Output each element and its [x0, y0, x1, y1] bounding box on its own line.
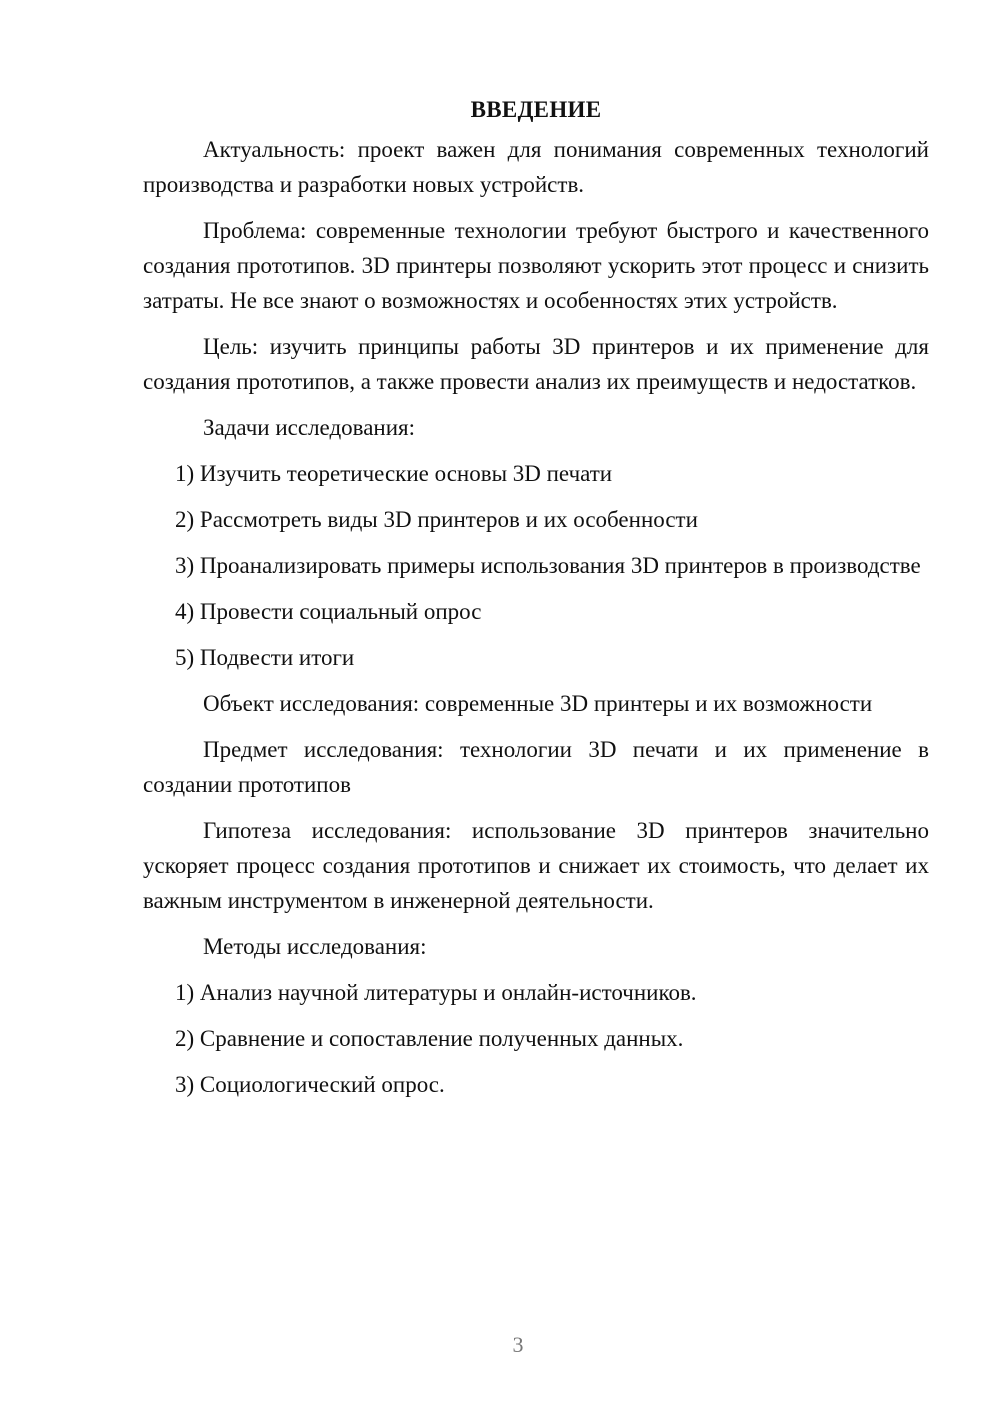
method-item-1: 1) Анализ научной литературы и онлайн-источников. [175, 980, 697, 1005]
page-number: 3 [512, 1332, 524, 1357]
paragraph-object: Объект исследования: современные 3D принтеры и их возможности [203, 691, 873, 716]
paragraph-hypothesis: Гипотеза исследования: использование 3D принтеров значительно ускоряет процесс создания прототипов и снижает их стоимость, что делает их важным инструментом в инженерной деятельности. [143, 818, 929, 913]
task-item-4: 4) Провести социальный опрос [175, 599, 482, 624]
task-item-1: 1) Изучить теоретические основы 3D печати [175, 461, 613, 486]
document-title: ВВЕДЕНИЕ [470, 97, 602, 122]
paragraph-problem: Проблема: современные технологии требуют быстрого и качественного создания прототипов. 3D принтеры позволяют ускорить этот процесс и снизить затраты. Не все знают о возможностях и особенностях этих устройств. [143, 218, 929, 313]
method-item-2: 2) Сравнение и сопоставление полученных данных. [175, 1026, 684, 1051]
task-item-5: 5) Подвести итоги [175, 645, 355, 670]
document-body [143, 92, 929, 1113]
method-item-3: 3) Социологический опрос. [175, 1072, 445, 1097]
paragraph-tasks-heading: Задачи исследования: [203, 415, 416, 440]
paragraph-goal: Цель: изучить принципы работы 3D принтеров и их применение для создания прототипов, а также провести анализ их преимуществ и недостатков. [143, 334, 929, 394]
paragraph-methods-heading: Методы исследования: [203, 934, 427, 959]
paragraph-subject: Предмет исследования: технологии 3D печати и их применение в создании прототипов [143, 737, 929, 797]
paragraph-relevance: Актуальность: проект важен для понимания современных технологий производства и разработки новых устройств. [143, 137, 929, 197]
task-item-2: 2) Рассмотреть виды 3D принтеров и их особенности [175, 507, 698, 532]
task-item-3: 3) Проанализировать примеры использования 3D принтеров в производстве [175, 553, 921, 578]
